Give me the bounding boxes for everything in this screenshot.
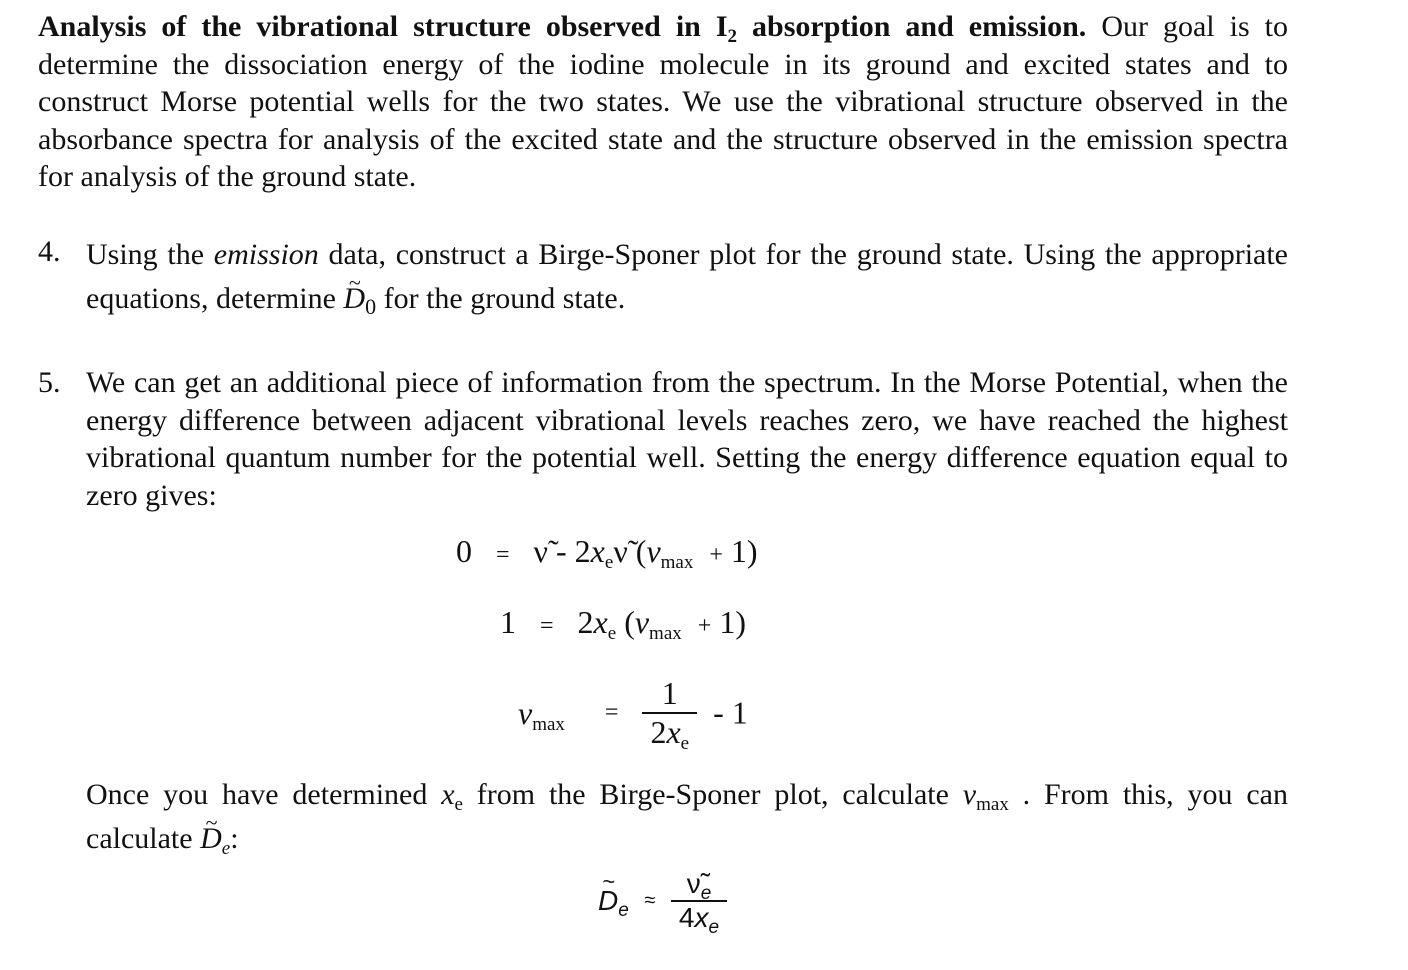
fraction: $\frac{\nũ_e}{4x_e}$ [671, 868, 727, 934]
follow-up-text: Once you have determined $x_e$ from the Birge-Sponer plot, calculate $v_{max}$ . From this, you can calculate ~ $D_e$: [38, 773, 1288, 861]
intro-text: Our goal is to determine the dissociation energy of the iodine molecule in its ground and excited states and to construct Morse potential wells for the two states. We use the vibrational structure observed in the absorbance spectra for analysis of the excited state and the structure observed in the emission spectra for analysis of the ground state. [38, 10, 1288, 193]
d0-symbol: ~ D [343, 277, 365, 321]
intro-paragraph [38, 8, 1288, 196]
section-title: Analysis of the vibrational structure observed in $I_2$ absorption and emission. [38, 10, 1087, 47]
equation-4: ~ $D_e$ ≈ $\frac{\nũ_e}{4x_e}$ [598, 868, 727, 934]
fraction: $\frac{1}{2x_e}$ [642, 675, 697, 751]
question-5 [38, 364, 1288, 514]
question-number: 4. [38, 235, 61, 268]
equation-2: 1 = $2x_e$ $(v_{max} + 1)$ [500, 604, 746, 644]
question-5-text: We can get an additional piece of information from the spectrum. In the Morse Potential, when the energy difference between adjacent vibrational levels reaches zero, we have reached the highest vibrational quantum number for the potential well. Setting the energy difference equation equal to zero gives: [86, 366, 1288, 512]
equation-3: $v_{max}$ = $\frac{1}{2x_e}$ - 1 [518, 675, 748, 754]
question-4: 4. Using the emission data, construct a Birge-Sponer plot for the ground state. Using the appropriate equations, determine ~ $D_0$ for the ground state. [38, 233, 1288, 321]
question-number: 5. [38, 366, 61, 399]
equation-1: 0 = ν̃ - $2x_e\nũ$ $(v_{max} + 1)$ [456, 533, 758, 573]
